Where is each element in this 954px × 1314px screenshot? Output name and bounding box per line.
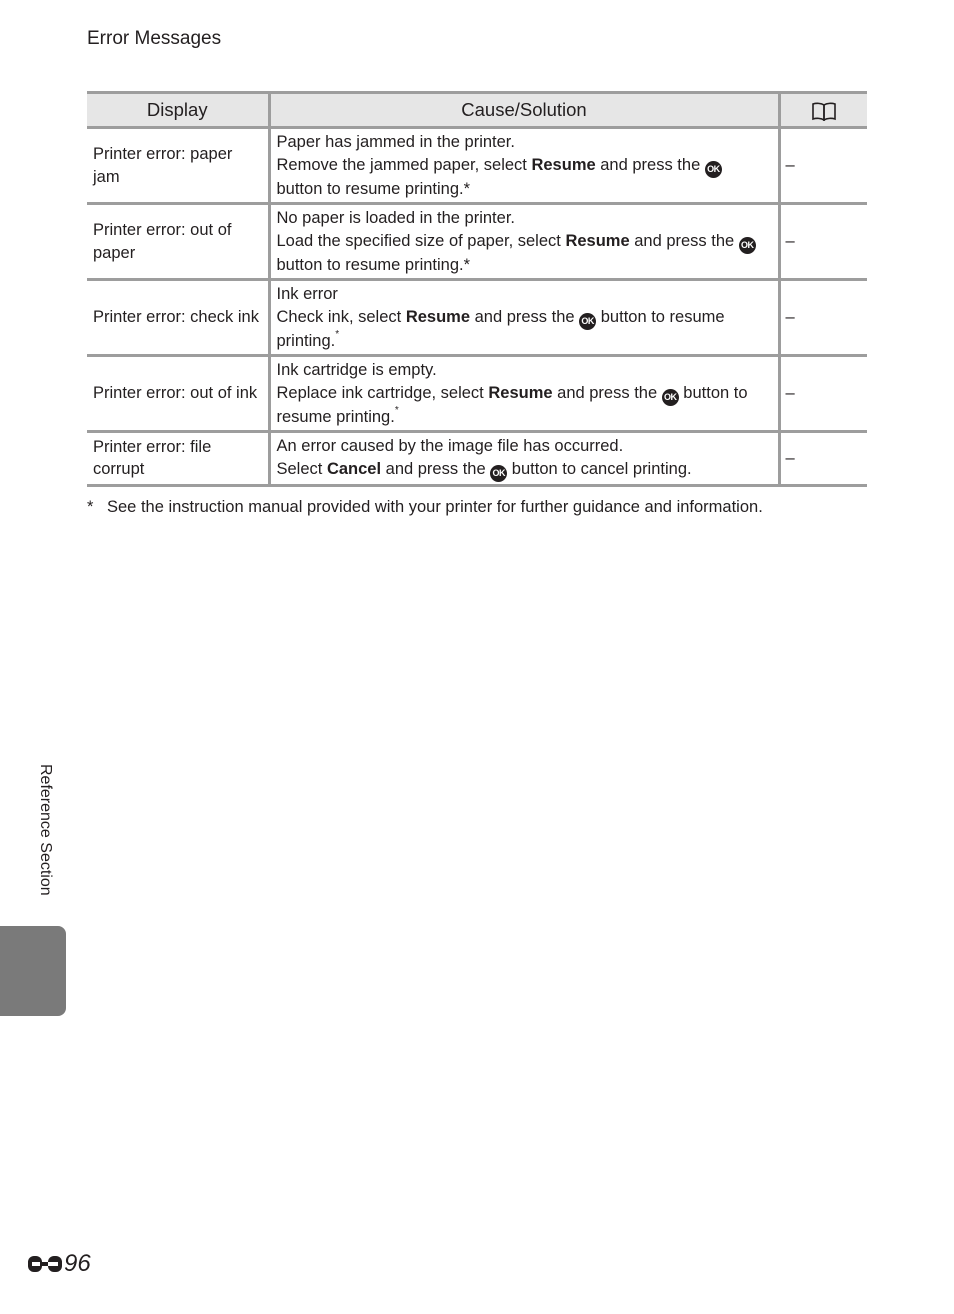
solution-text — [277, 384, 748, 426]
ok-button-icon: OK — [739, 237, 756, 254]
menu-option-label: Resume — [488, 383, 553, 402]
display-cell: Printer error: out of ink — [87, 356, 269, 432]
reference-cell: – — [779, 204, 867, 280]
display-cell: Printer error: paper jam — [87, 128, 269, 204]
display-cell: Printer error: check ink — [87, 280, 269, 356]
page-number — [27, 1250, 91, 1278]
table-row — [87, 128, 867, 204]
cause-solution-cell — [269, 280, 779, 356]
cause-text: Ink cartridge is empty. — [276, 361, 437, 379]
book-icon — [811, 101, 837, 121]
solution-text-part: Select — [276, 459, 327, 478]
solution-text-part: and press the — [381, 459, 491, 478]
ok-button-icon: OK — [705, 161, 722, 178]
ok-button-icon: OK — [662, 389, 679, 406]
solution-text-part: Load the specified size of paper, select — [276, 231, 566, 250]
column-header-cause-solution: Cause/Solution — [269, 93, 779, 128]
solution-text — [277, 232, 756, 274]
cause-text: Paper has jammed in the printer. — [276, 133, 515, 151]
section-title: Error Messages — [87, 28, 222, 49]
solution-text — [277, 156, 722, 198]
menu-option-label: Resume — [565, 231, 630, 250]
solution-text-part: button to resume printing. — [276, 383, 748, 426]
footnote-text: See the instruction manual provided with your printer for further guidance and information. — [107, 498, 763, 516]
table-row — [87, 432, 867, 486]
side-section-label: Reference Section — [37, 764, 54, 896]
column-header-display: Display — [87, 93, 269, 128]
solution-text-part: and press the — [595, 155, 705, 174]
solution-text-part: and press the — [470, 307, 580, 326]
section-tab — [0, 926, 66, 1016]
table-row — [87, 356, 867, 432]
reference-cell: – — [779, 280, 867, 356]
solution-text-part: and press the — [552, 383, 662, 402]
cause-solution-cell — [269, 356, 779, 432]
solution-text-part: Check ink, select — [276, 307, 406, 326]
menu-option-label: Cancel — [326, 459, 382, 478]
solution-text-part: Replace ink cartridge, select — [276, 383, 489, 402]
menu-option-label: Resume — [531, 155, 596, 174]
reference-cell: – — [779, 356, 867, 432]
table-row — [87, 204, 867, 280]
page-number-text: 96 — [64, 1250, 91, 1277]
e-section-icon — [27, 1254, 63, 1274]
solution-text-part: button to resume printing.* — [276, 255, 471, 274]
table-row — [87, 280, 867, 356]
solution-text-part: Remove the jammed paper, select — [276, 155, 532, 174]
cause-text: No paper is loaded in the printer. — [276, 209, 515, 227]
solution-text-part: and press the — [629, 231, 739, 250]
display-cell: Printer error: out of paper — [87, 204, 269, 280]
cause-text: An error caused by the image file has occurred. — [276, 437, 624, 455]
ok-button-icon: OK — [490, 465, 507, 482]
reference-cell: – — [779, 432, 867, 486]
solution-text — [277, 460, 692, 478]
cause-solution-cell — [269, 432, 779, 486]
footnote-marker: * — [394, 404, 399, 416]
cause-solution-cell — [269, 128, 779, 204]
error-messages-table — [87, 91, 867, 487]
display-cell: Printer error: file corrupt — [87, 432, 269, 486]
cause-text: Ink error — [276, 285, 338, 303]
menu-option-label: Resume — [405, 307, 471, 326]
footnote-mark: * — [87, 498, 94, 516]
solution-text-part: button to cancel printing. — [507, 459, 692, 478]
ok-button-icon: OK — [579, 313, 596, 330]
footnote — [87, 498, 887, 517]
solution-text-part: button to resume printing.* — [276, 179, 471, 198]
solution-text — [277, 308, 725, 350]
reference-cell: – — [779, 128, 867, 204]
column-header-reference — [779, 93, 867, 128]
table-header-row — [87, 93, 867, 128]
cause-solution-cell — [269, 204, 779, 280]
solution-text-part: button to resume printing. — [276, 307, 725, 350]
footnote-marker: * — [335, 328, 340, 340]
